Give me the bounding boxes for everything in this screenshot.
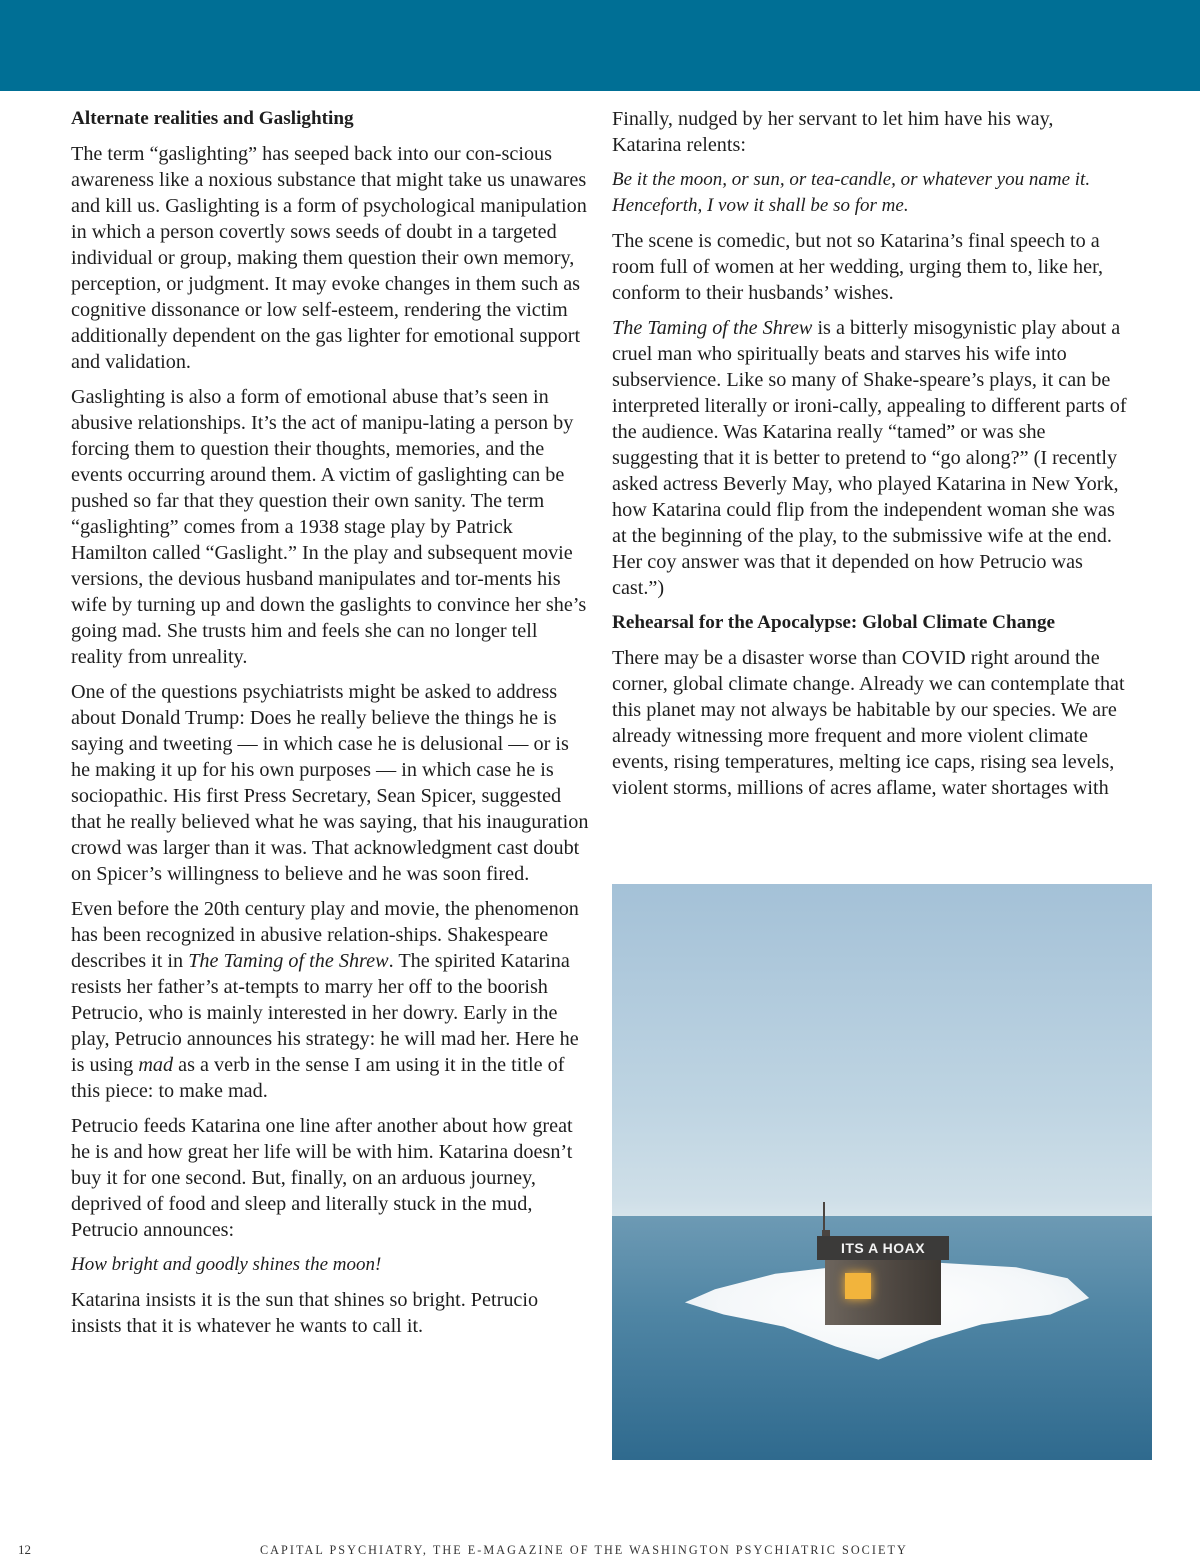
paragraph: Finally, nudged by her servant to let him have his way, Katarina relents: — [612, 108, 1054, 156]
left-column — [71, 106, 590, 1348]
antenna — [823, 1202, 825, 1232]
right-column — [612, 106, 1127, 810]
paragraph: One of the questions psychiatrists might be asked to address about Donald Trump: Does he really believe the things he is saying and tweeting — in which case he is delusional — or is he making it up for his own purposes — in which case he is sociopathic. His first Press Secretary, Sean Spicer, suggested that he really believed what he was saying, that his inauguration crowd was larger than it was. That acknowledgment cast doubt on Spicer’s willingness to believe and he was soon fired. — [71, 681, 589, 885]
paragraph — [71, 896, 590, 1104]
paragraph: There may be a disaster worse than COVID right around the corner, global climate change. Already we can contemplate that this planet may not always be habitable by our species. We are already witnessing more frequent and more violent climate events, rising temperatures, melting ice caps, rising sea levels, violent storms, millions of acres aflame, water shortages with — [612, 647, 1125, 799]
hoax-sign: ITS A HOAX — [840, 1240, 926, 1256]
section-heading-climate: Rehearsal for the Apocalypse: Global Climate Change — [612, 612, 1056, 633]
paragraph: Gaslighting is also a form of emotional abuse that’s seen in abusive relationships. It’s the act of manipu-lating a person by forcing them to question their thoughts, memories, and the events occurring around them. A victim of gaslighting can be pushed so far that they question their own sanity. The term “gaslighting” comes from a 1938 stage play by Patrick Hamilton called “Gaslight.” In the play and subsequent movie versions, the devious husband manipulates and tor-ments his wife by turning up and down the gaslights to convince her she’s going mad. She trusts him and feels she can no longer tell reality from unreality. — [71, 386, 587, 668]
play-title: The Taming of the Shrew — [188, 950, 389, 972]
page-number: 12 — [18, 1542, 31, 1557]
text-run: as a verb in the sense I am using it in the title of this piece: to make mad. — [71, 1054, 565, 1102]
section-heading-gaslighting: Alternate realities and Gaslighting — [71, 108, 354, 129]
lit-window — [845, 1273, 871, 1299]
paragraph: Petrucio feeds Katarina one line after another about how great he is and how great her life will be with him. Katarina doesn’t buy it for one second. But, finally, on an arduous journey, deprived of food and sleep and literally stuck in the mud, Petrucio announces: — [71, 1115, 573, 1241]
play-title: The Taming of the Shrew — [612, 317, 813, 339]
quote-moon: How bright and goodly shines the moon! — [71, 1254, 382, 1275]
cabin — [825, 1257, 941, 1325]
paragraph — [612, 315, 1127, 601]
header-bar — [0, 0, 1200, 91]
text-run: Even before the 20th century play and movie, the phenomenon has been recognized in abusive relation-ships. Shakespeare describes it in — [71, 898, 579, 972]
paragraph: The term “gaslighting” has seeped back into our con-scious awareness like a noxious substance that might take us unawares and kill us. Gaslighting is a form of psychological manipulation in which a person covertly sows seeds of doubt in a targeted individual or group, making them question their own memory, perception, or judgment. It may evoke changes in them such as cognitive dissonance or low self-esteem, rendering the victim additionally dependent on the gas lighter for emotional support and validation. — [71, 143, 587, 373]
emphasis-mad: mad — [138, 1054, 174, 1076]
quote-katarina: Be it the moon, or sun, or tea-candle, or whatever you name it. Henceforth, I vow it shall be so for me. — [612, 169, 1091, 216]
paragraph: The scene is comedic, but not so Katarina’s final speech to a room full of women at her wedding, urging them to, like her, conform to their husbands’ wishes. — [612, 230, 1104, 304]
text-run: . The spirited Katarina resists her father’s at-tempts to marry her off to the boorish Petrucio, who is mainly interested in her dowry. Early in the play, Petrucio announces his strategy: he will mad her. Here he is using — [71, 950, 579, 1076]
footer-title: CAPITAL PSYCHIATRY, THE E-MAGAZINE OF THE WASHINGTON PSYCHIATRIC SOCIETY — [260, 1543, 908, 1557]
hoax-cabin-photo — [612, 884, 1152, 1460]
text-run: is a bitterly misogynistic play about a cruel man who spiritually beats and starves his wife into subservience. Like so many of Shake-speare’s plays, it can be interpreted literally or ironi-cally, appealing to different parts of the audience. Was Katarina really “tamed” or was she suggesting that it is better to pretend to “go along?” (I recently asked actress Beverly May, who played Katarina in New York, how Katarina could flip from the independent woman she was at the beginning of the play, to the submissive wife at the end. Her coy answer was that it depended on how Petrucio was cast.”) — [612, 317, 1127, 599]
paragraph: Katarina insists it is the sun that shines so bright. Petrucio insists that it is whatever he wants to call it. — [71, 1289, 539, 1337]
